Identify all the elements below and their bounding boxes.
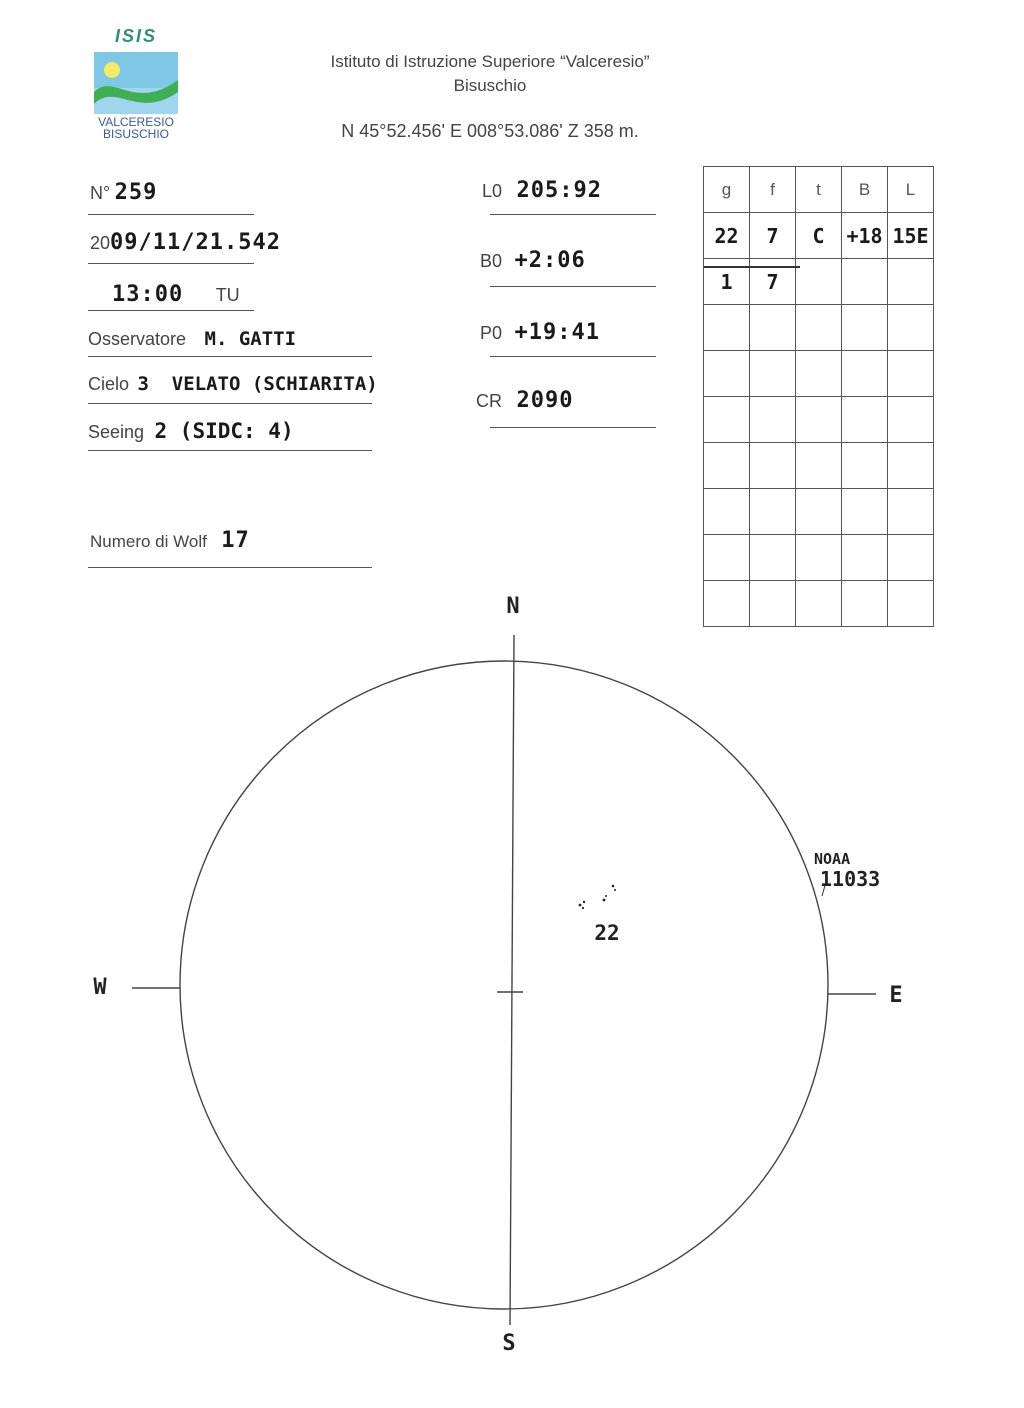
- solar-disk-outline: [180, 661, 828, 1309]
- p0-label: P0: [480, 323, 503, 343]
- table-cell: 15E: [888, 213, 934, 259]
- time-value: 13:00: [112, 282, 184, 307]
- sunspot: [614, 889, 616, 891]
- table-cell: 7: [750, 259, 796, 305]
- table-cell: 1: [704, 259, 750, 305]
- header-g: g: [704, 167, 750, 213]
- logo-line2: BISUSCHIO: [102, 127, 169, 141]
- cr-value: 2090: [516, 388, 574, 413]
- institute-name: Istituto di Istruzione Superiore “Valceresio”: [330, 52, 650, 71]
- seeing-label: Seeing: [88, 422, 145, 442]
- table-cell: 22: [704, 213, 750, 259]
- west-label: W: [93, 975, 107, 1000]
- sky-value: 3 VELATO (SCHIARITA): [137, 373, 378, 395]
- report-number-value: 259: [114, 180, 158, 205]
- sunspot-group-22: [579, 885, 616, 909]
- sunspot: [583, 901, 585, 903]
- sunspot: [603, 899, 606, 902]
- wolf-number-value: 17: [221, 528, 250, 553]
- l0-value: 205:92: [516, 178, 602, 203]
- date-value: 09/11/21.542: [110, 230, 281, 255]
- logo-line1: VALCERESIO: [98, 115, 174, 129]
- header-f: f: [750, 167, 796, 213]
- header-t: t: [796, 167, 842, 213]
- l0-label: L0: [482, 181, 503, 201]
- b0-value: +2:06: [514, 248, 586, 273]
- table-cell: 7: [750, 213, 796, 259]
- report-number-label: N°: [90, 183, 111, 203]
- wolf-number-label: Numero di Wolf: [90, 532, 207, 551]
- sunspot: [605, 895, 607, 897]
- date-prefix: 20: [90, 233, 111, 253]
- south-label: S: [502, 1331, 516, 1356]
- observer-value: M. GATTI: [204, 328, 297, 350]
- observatory-coordinates: N 45°52.456' E 008°53.086' Z 358 m.: [341, 121, 639, 141]
- p0-value: +19:41: [514, 320, 600, 345]
- north-south-axis: [510, 635, 514, 1325]
- observer-label: Osservatore: [88, 329, 187, 349]
- header-b: B: [842, 167, 888, 213]
- sunspot: [579, 904, 582, 907]
- table-cell: C: [796, 213, 842, 259]
- b0-label: B0: [480, 251, 503, 271]
- noaa-label: NOAA: [814, 850, 851, 868]
- seeing-value: 2 (SIDC: 4): [154, 419, 294, 443]
- north-label: N: [506, 594, 520, 619]
- noaa-number: 11033: [820, 867, 881, 891]
- header-l: L: [888, 167, 934, 213]
- logo-top-text: ISIS: [114, 26, 157, 46]
- east-label: E: [889, 983, 903, 1008]
- group-label: 22: [594, 921, 620, 945]
- institute-town: Bisuschio: [453, 76, 527, 95]
- sunspot: [582, 907, 584, 909]
- sky-label: Cielo: [88, 374, 130, 394]
- sunspot: [612, 885, 615, 888]
- time-unit: TU: [215, 285, 240, 305]
- table-cell: +18: [842, 213, 888, 259]
- cr-label: CR: [476, 391, 502, 411]
